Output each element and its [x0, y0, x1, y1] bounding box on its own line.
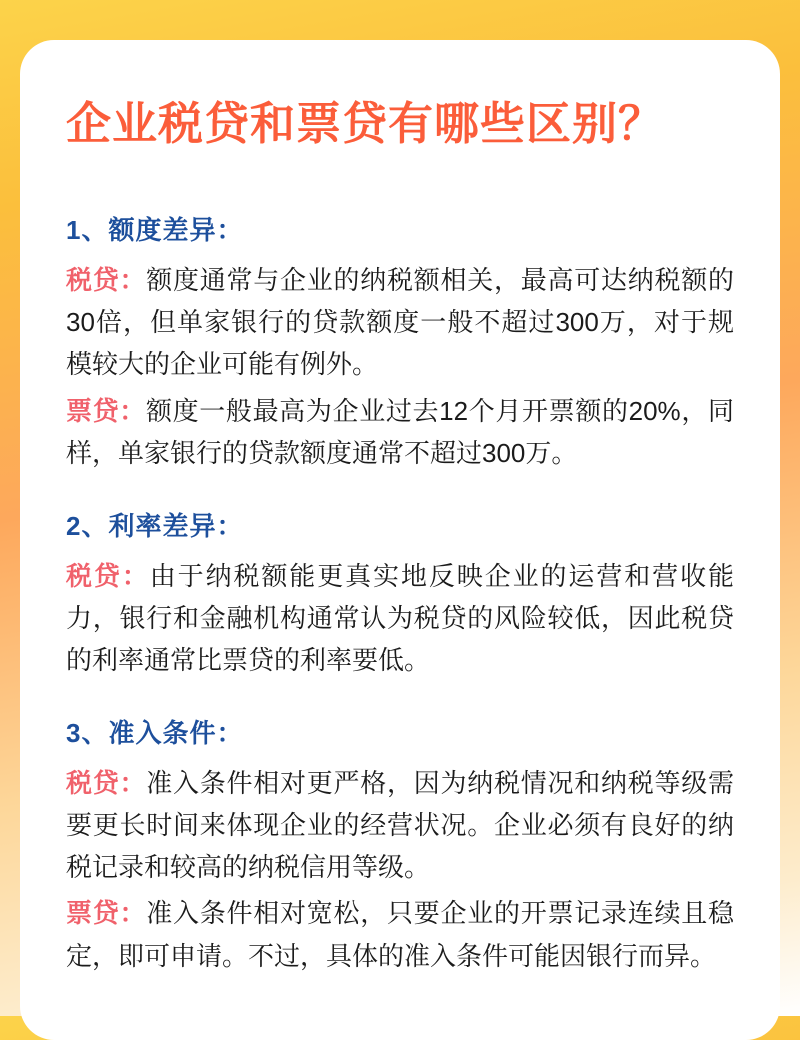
- invoice-loan-label: 票贷：: [66, 898, 147, 929]
- paragraph: [66, 892, 734, 976]
- section-heading: 1、额度差异：: [66, 215, 244, 246]
- content-card: [20, 40, 780, 1040]
- paragraph-text: 准入条件相对更严格，因为纳税情况和纳税等级需要更长时间来体现企业的经营状况。企业必须有良好的纳税记录和较高的纳税信用等级。: [66, 768, 734, 883]
- paragraph-text: 准入条件相对宽松，只要企业的开票记录连续且稳定，即可申请。不过，具体的准入条件可能因银行而异。: [66, 898, 734, 971]
- paragraph: [66, 259, 734, 385]
- section-amount-difference: [66, 210, 734, 474]
- tax-loan-label: 税贷：: [66, 265, 147, 296]
- section-rate-difference: [66, 506, 734, 681]
- paragraph-text: 额度一般最高为企业过去12个月开票额的20%，同样，单家银行的贷款额度通常不超过300万。: [66, 395, 734, 468]
- page-title: 企业税贷和票贷有哪些区别？: [66, 98, 665, 149]
- paragraph-text: 额度通常与企业的纳税额相关，最高可达纳税额的30倍，但单家银行的贷款额度一般不超过300万，对于规模较大的企业可能有例外。: [66, 265, 734, 380]
- tax-loan-label: 税贷：: [66, 560, 150, 591]
- tax-loan-label: 税贷：: [66, 768, 147, 799]
- section-entry-conditions: [66, 713, 734, 977]
- paragraph: [66, 762, 734, 888]
- paragraph-text: 由于纳税额能更真实地反映企业的运营和营收能力，银行和金融机构通常认为税贷的风险较低，因此税贷的利率通常比票贷的利率要低。: [66, 560, 734, 676]
- paragraph: [66, 555, 734, 681]
- paragraph: [66, 390, 734, 474]
- invoice-loan-label: 票贷：: [66, 395, 146, 426]
- section-heading: 3、准入条件：: [66, 718, 244, 749]
- section-heading: 2、利率差异：: [66, 510, 244, 541]
